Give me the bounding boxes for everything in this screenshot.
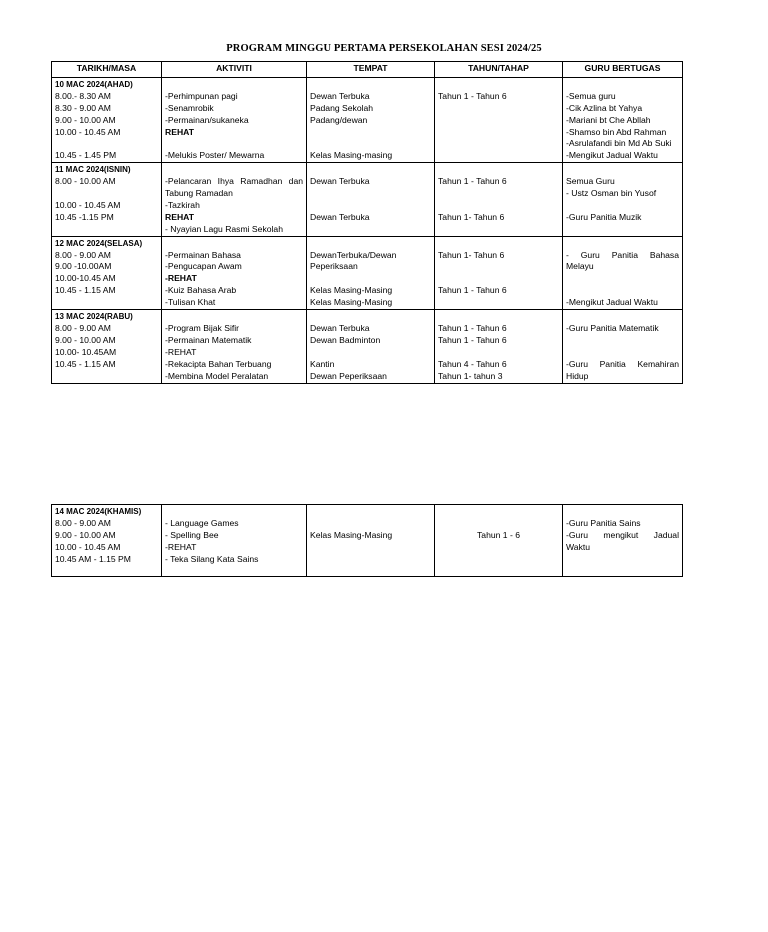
header-tempat: TEMPAT bbox=[307, 62, 435, 78]
activity-item: - Nyayian Lagu Rasmi Sekolah bbox=[165, 223, 283, 234]
time-slot: 9.00 -10.00AM bbox=[55, 261, 112, 272]
year-cell bbox=[435, 310, 563, 383]
activity-cell bbox=[162, 236, 307, 309]
place-cell bbox=[307, 310, 435, 383]
teacher-item bbox=[566, 285, 679, 297]
place-cell bbox=[307, 163, 435, 236]
activity-item: REHAT bbox=[165, 126, 194, 137]
time-slot: 8.00 - 9.00 AM bbox=[55, 322, 111, 333]
time-slot: 8.00.- 8.30 AM bbox=[55, 90, 111, 101]
teacher-item bbox=[566, 273, 679, 285]
table-row bbox=[52, 77, 683, 162]
time-slot: 9.00 - 10.00 AM bbox=[55, 529, 116, 540]
teacher-item: -Guru Panitia Kemahiran Hidup bbox=[566, 358, 679, 381]
teacher-item: -Guru Panitia Sains bbox=[566, 517, 641, 528]
place-item bbox=[310, 200, 431, 212]
place-item: Padang/dewan bbox=[310, 114, 368, 125]
activity-item: - Spelling Bee bbox=[165, 529, 219, 540]
activity-cell bbox=[162, 163, 307, 236]
teacher-item: - Ustz Osman bin Yusof bbox=[566, 188, 657, 199]
teacher-item: -Shamso bin Abd Rahman bbox=[566, 126, 667, 137]
year-item: Tahun 1 - Tahun 6 bbox=[438, 176, 507, 187]
header-tarikh-masa: TARIKH/MASA bbox=[52, 62, 162, 78]
header-aktiviti: AKTIVITI bbox=[162, 62, 307, 78]
activity-item: -Permainan/sukaneka bbox=[165, 114, 249, 125]
header-tahun-tahap: TAHUN/TAHAP bbox=[435, 62, 563, 78]
place-item: Dewan Peperiksaan bbox=[310, 370, 387, 381]
activity-item: REHAT bbox=[165, 211, 194, 222]
header-row bbox=[52, 62, 683, 78]
activity-item: -Permainan Bahasa bbox=[165, 249, 241, 260]
activity-item: -Tazkirah bbox=[165, 199, 200, 210]
activity-item: -Permainan Matematik bbox=[165, 334, 252, 345]
time-slot: 10.00-10.45 AM bbox=[55, 273, 116, 284]
place-item: Dewan Terbuka bbox=[310, 322, 370, 333]
activity-item: - Language Games bbox=[165, 517, 239, 528]
teacher-item: -Guru Panitia Muzik bbox=[566, 211, 642, 222]
table-row bbox=[52, 310, 683, 383]
year-item: Tahun 1 - Tahun 6 bbox=[438, 285, 507, 296]
date-time-cell bbox=[52, 236, 162, 309]
time-slot: 10.45 AM - 1.15 PM bbox=[55, 553, 131, 564]
table-row bbox=[52, 163, 683, 236]
time-slot: 8.00 - 9.00 AM bbox=[55, 517, 111, 528]
activity-cell bbox=[162, 310, 307, 383]
place-cell bbox=[307, 505, 435, 577]
teacher-item: -Mengikut Jadual Waktu bbox=[566, 297, 658, 308]
teacher-cell bbox=[563, 77, 683, 162]
document-title: PROGRAM MINGGU PERTAMA PERSEKOLAHAN SESI 2024/25 bbox=[226, 43, 542, 54]
activity-item: - Teka Silang Kata Sains bbox=[165, 553, 259, 564]
place-item: Dewan Terbuka bbox=[310, 211, 370, 222]
teacher-cell bbox=[563, 505, 683, 577]
place-item: Kelas Masing-Masing bbox=[310, 529, 393, 540]
place-item bbox=[310, 127, 431, 139]
activity-item: -Senamrobik bbox=[165, 102, 214, 113]
teacher-item: -Mengikut Jadual Waktu bbox=[566, 150, 658, 161]
teacher-item: -Guru mengikut Jadual Waktu bbox=[566, 529, 679, 552]
day-date: 14 MAC 2024(KHAMIS) bbox=[55, 507, 142, 516]
time-slot: 8.30 - 9.00 AM bbox=[55, 102, 111, 113]
year-item: Tahun 1 - 6 bbox=[477, 529, 520, 540]
place-item bbox=[310, 138, 431, 150]
time-slot: 10.45 -1.15 PM bbox=[55, 211, 114, 222]
year-item bbox=[438, 347, 559, 359]
place-item bbox=[310, 273, 431, 285]
activity-item: -Kuiz Bahasa Arab bbox=[165, 285, 237, 296]
activity-cell bbox=[162, 77, 307, 162]
year-item bbox=[438, 261, 559, 273]
time-slot: 10.45 - 1.45 PM bbox=[55, 150, 117, 161]
teacher-cell bbox=[563, 163, 683, 236]
teacher-item: Semua Guru bbox=[566, 176, 615, 187]
activity-item: -Membina Model Peralatan bbox=[165, 370, 269, 381]
time-slot: 10.45 - 1.15 AM bbox=[55, 285, 116, 296]
date-time-cell bbox=[52, 77, 162, 162]
place-cell bbox=[307, 236, 435, 309]
year-item: Tahun 1- Tahun 6 bbox=[438, 211, 505, 222]
year-cell bbox=[435, 236, 563, 309]
activity-item: -Rekacipta Bahan Terbuang bbox=[165, 358, 272, 369]
date-time-cell bbox=[52, 505, 162, 577]
year-item: Tahun 1 - Tahun 6 bbox=[438, 322, 507, 333]
date-time-cell bbox=[52, 310, 162, 383]
time-slot: 9.00 - 10.00 AM bbox=[55, 334, 116, 345]
day-date: 12 MAC 2024(SELASA) bbox=[55, 238, 143, 248]
activity-item: -REHAT bbox=[165, 541, 197, 552]
activity-item bbox=[165, 138, 303, 150]
activity-item: -Program Bijak Sifir bbox=[165, 322, 240, 333]
place-item: Dewan Badminton bbox=[310, 334, 381, 345]
teacher-item: -Mariani bt Che Abllah bbox=[566, 114, 651, 125]
activity-item: -REHAT bbox=[165, 273, 197, 284]
place-item: Dewan Terbuka bbox=[310, 90, 370, 101]
year-cell bbox=[435, 77, 563, 162]
time-slot bbox=[55, 138, 158, 150]
time-slot: 10.00 - 10.45 AM bbox=[55, 541, 121, 552]
day-date: 11 MAC 2024(ISNIN) bbox=[55, 165, 131, 175]
time-slot: 10.00 - 10.45 AM bbox=[55, 199, 121, 210]
day-date: 13 MAC 2024(RABU) bbox=[55, 312, 133, 322]
activity-item: -Pelancaran Ihya Ramadhan dan Tabung Ramadan bbox=[165, 176, 303, 199]
year-item: Tahun 1 - Tahun 6 bbox=[438, 334, 507, 345]
place-item: Dewan Terbuka bbox=[310, 176, 370, 187]
year-item: Tahun 1- tahun 3 bbox=[438, 370, 503, 381]
year-item: Tahun 1 - Tahun 6 bbox=[438, 90, 507, 101]
time-slot: 8.00 - 9.00 AM bbox=[55, 249, 111, 260]
teacher-item: -Cik Azlina bt Yahya bbox=[566, 102, 643, 113]
table-row bbox=[52, 505, 683, 577]
activity-cell bbox=[162, 505, 307, 577]
activity-item: -Pengucapan Awam bbox=[165, 261, 242, 272]
teacher-cell bbox=[563, 310, 683, 383]
year-cell bbox=[435, 163, 563, 236]
year-item bbox=[438, 273, 559, 285]
teacher-item bbox=[566, 200, 679, 212]
place-item bbox=[310, 188, 431, 200]
place-item: Peperiksaan bbox=[310, 261, 358, 272]
place-item: Kelas Masing-masing bbox=[310, 150, 393, 161]
teacher-item bbox=[566, 335, 679, 347]
time-slot: 8.00 - 10.00 AM bbox=[55, 176, 116, 187]
teacher-cell bbox=[563, 236, 683, 309]
schedule-table bbox=[51, 61, 683, 384]
teacher-item: -Guru Panitia Matematik bbox=[566, 322, 659, 333]
teacher-item: - Guru Panitia Bahasa Melayu bbox=[566, 249, 679, 272]
place-item: Kelas Masing-Masing bbox=[310, 297, 393, 308]
place-item: Padang Sekolah bbox=[310, 102, 374, 113]
year-item bbox=[438, 188, 559, 200]
place-item: DewanTerbuka/Dewan bbox=[310, 249, 397, 260]
time-slot bbox=[55, 188, 158, 200]
activity-item: -REHAT bbox=[165, 346, 197, 357]
date-time-cell bbox=[52, 163, 162, 236]
time-slot: 10.00- 10.45AM bbox=[55, 346, 117, 357]
year-item bbox=[438, 200, 559, 212]
teacher-item: -Semua guru bbox=[566, 90, 616, 101]
time-slot: 10.45 - 1.15 AM bbox=[55, 358, 116, 369]
schedule-table-continued bbox=[51, 504, 683, 577]
table-row bbox=[52, 236, 683, 309]
time-slot: 10.00 - 10.45 AM bbox=[55, 126, 121, 137]
teacher-item bbox=[566, 347, 679, 359]
place-item: Kantin bbox=[310, 358, 335, 369]
year-item: Tahun 4 - Tahun 6 bbox=[438, 358, 507, 369]
time-slot: 9.00 - 10.00 AM bbox=[55, 114, 116, 125]
activity-item: -Perhimpunan pagi bbox=[165, 90, 238, 101]
place-cell bbox=[307, 77, 435, 162]
activity-item: -Melukis Poster/ Mewarna bbox=[165, 150, 265, 161]
place-item: Kelas Masing-Masing bbox=[310, 285, 393, 296]
teacher-item: -Asrulafandi bin Md Ab Suki bbox=[566, 138, 672, 149]
day-date: 10 MAC 2024(AHAD) bbox=[55, 79, 133, 89]
header-guru-bertugas: GURU BERTUGAS bbox=[563, 62, 683, 78]
place-item bbox=[310, 347, 431, 359]
year-cell bbox=[435, 505, 563, 577]
activity-item: -Tulisan Khat bbox=[165, 297, 216, 308]
year-item: Tahun 1- Tahun 6 bbox=[438, 249, 505, 260]
